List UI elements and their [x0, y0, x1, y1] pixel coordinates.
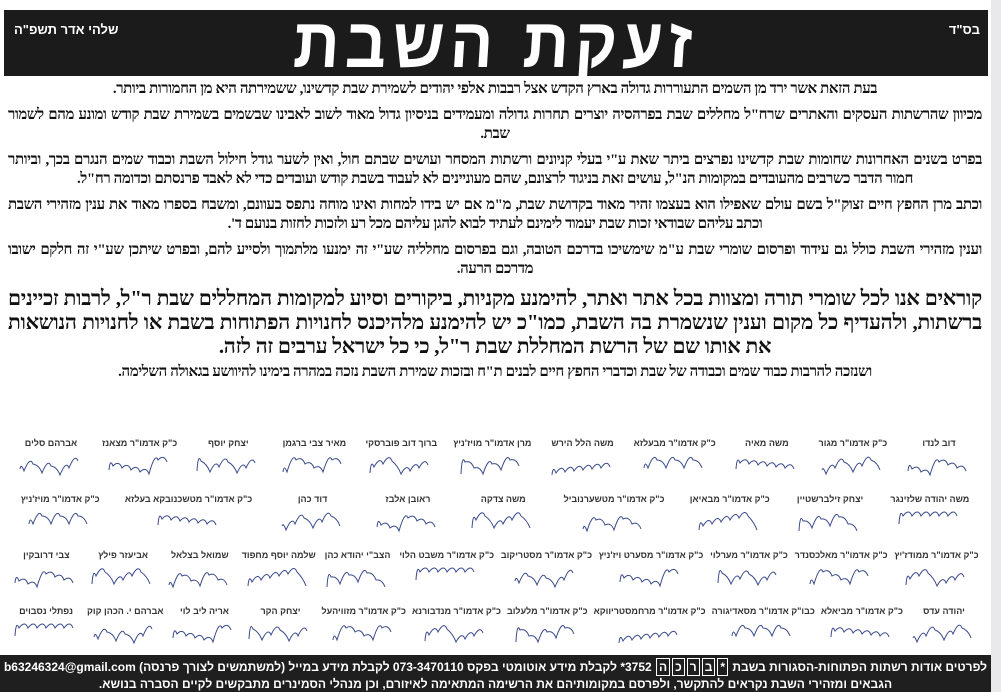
- signatory-name: משה מאיה: [745, 438, 789, 448]
- footer-line-1: [0, 658, 991, 676]
- handwritten-signature: [714, 562, 784, 596]
- signatory: [396, 550, 498, 604]
- handwritten-signature: [827, 618, 897, 652]
- signatory-name: כ"ק אדמו"ר מערלוי: [710, 550, 788, 560]
- signatory-name: יהודה עדס: [923, 606, 965, 616]
- handwritten-signature: [909, 618, 979, 652]
- signatory-name: משה צדקה: [480, 494, 526, 504]
- signatory-name: כ"ק אדמו"ר מבאיאן: [689, 494, 770, 504]
- handwritten-signature: [25, 506, 95, 540]
- signatory-name: כ"ק אדמו"ר מבעלזא: [633, 438, 716, 448]
- signatory: [551, 494, 677, 548]
- signatory: [791, 550, 891, 604]
- signatory: [782, 494, 877, 548]
- signatory-name: דוד כהן: [297, 494, 328, 504]
- code-box: *: [717, 658, 728, 676]
- signatory-name: כ"ק אדמו"ר מרחמסטריווקא: [593, 606, 706, 616]
- header-banner: [4, 3, 988, 83]
- signatory-name: יצחק יוסף: [208, 438, 249, 448]
- signatory: [626, 438, 724, 492]
- handwritten-signature: [728, 618, 798, 652]
- signatory-name: כ"ק אדמו"ר מצאנז: [102, 438, 178, 448]
- signatory-name: שלמה יוסף מחפוד: [241, 550, 316, 560]
- handwritten-signature: [818, 450, 888, 484]
- handwritten-signature: [732, 450, 802, 484]
- signatory-name: כ"ק אדמו"ר מסערט ויז'ניץ: [598, 550, 704, 560]
- signatory: [112, 494, 265, 548]
- signatory: [445, 438, 539, 492]
- signatory: [8, 494, 112, 548]
- handwritten-signature: [904, 450, 974, 484]
- handwritten-signature: [640, 450, 710, 484]
- signatory-name: משה יהודה שלזינגר: [890, 494, 970, 504]
- signatory: [878, 494, 982, 548]
- handwritten-signature: [16, 450, 86, 484]
- signatory-name: כ"ק אדמו"ר מטשערנוביל: [563, 494, 665, 504]
- handwritten-signature: [105, 450, 175, 484]
- signatory: [707, 550, 791, 604]
- code-box: כ: [672, 658, 685, 676]
- proclamation-body: [8, 80, 982, 389]
- handwritten-signature: [11, 618, 81, 652]
- signatory: [185, 438, 271, 492]
- signatory-name: דוב לנדו: [922, 438, 956, 448]
- signatory-name: אביעזר פילץ: [98, 550, 149, 560]
- handwritten-signature: [245, 618, 315, 652]
- handwritten-signature: [616, 562, 686, 596]
- signatory-name: כ"ק אדמו"ר ממודז'יץ: [894, 550, 979, 560]
- signatory: [810, 438, 896, 492]
- signatory: [242, 606, 318, 660]
- signatory-name: מרן אדמו"ר מויז'ניץ: [453, 438, 532, 448]
- signatory: [497, 550, 595, 604]
- signatory-name: כ"ק אדמו"ר מגור: [818, 438, 888, 448]
- signatory: [271, 438, 357, 492]
- signatory-name: ראובן אלבז: [385, 494, 431, 504]
- footer-line-2: הגבאים ומזהירי השבת נקראים להתקשר, ולפרסם במקומותיהם את הרשימה המתאימה לאיזורם, וכן מנהלי הסמינרים מתבקשים לקיים הסברה בנושא.: [98, 677, 893, 691]
- handwritten-signature: [366, 450, 436, 484]
- bsd-mark: בס"ד: [948, 22, 980, 37]
- handwritten-signature: [421, 618, 491, 652]
- signatory-name: ברוך דוב פוברסקי: [365, 438, 438, 448]
- signatory-name: אריה ליב לוי: [179, 606, 229, 616]
- signatory: [591, 606, 709, 660]
- code-box: ר: [687, 658, 700, 676]
- paragraph: וכתב מרן החפץ חיים זצוק"ל בשם עולם שאפילו הוא בעצמו זהיר מאוד בקדושת שבת, מ"מ אם יש בידו למחות ואינו מוחה נתפס בעוונם, ומשבח בספרו מאוד את ענין מזהירי השבת וכתב עליהם שבודאי זכות שבת יעמוד לימינם לעתיד לבוא להגן עליהם מכל רע ולזכות לחזות בנועם ד'.: [8, 197, 982, 232]
- handwritten-signature: [373, 506, 443, 540]
- signatory-name: צבי דרובקין: [23, 550, 70, 560]
- signatory: [360, 494, 455, 548]
- signatory-name: כ"ק אדמו"ר מביאלא: [820, 606, 904, 616]
- signatory-name: יצחק הקר: [260, 606, 301, 616]
- signatory: [166, 606, 242, 660]
- handwritten-signature: [11, 562, 81, 596]
- handwritten-signature: [90, 618, 160, 652]
- signatory: [709, 606, 818, 660]
- signatory-name: יצחק זילברשטיין: [796, 494, 864, 504]
- signatory-name: אברהם י. הכהן קוק: [87, 606, 164, 616]
- handwritten-signature: [806, 562, 876, 596]
- signatory-name: כ"ק אדמו"ר מויז'ניץ: [20, 494, 100, 504]
- signatory: [94, 438, 185, 492]
- handwritten-signature: [88, 562, 158, 596]
- signatory-row: [8, 494, 982, 548]
- signatory-name: כ"ק אדמו"ר מאלכסנדר: [794, 550, 888, 560]
- handwritten-signature: [244, 562, 314, 596]
- signatory-name: משה הלל הירש: [551, 438, 614, 448]
- signatory: [818, 606, 906, 660]
- signatory: [8, 606, 84, 660]
- handwritten-signature: [795, 506, 865, 540]
- handwritten-signature: [548, 450, 618, 484]
- signatory-name: כ"ק אדמו"ר מנדבורנא: [411, 606, 501, 616]
- handwritten-signature: [579, 506, 649, 540]
- handwritten-signature: [323, 562, 393, 596]
- signatory: [85, 550, 162, 604]
- signatory-name: כ"ק אדמו"ר מטשכנובקא בעלזא: [124, 494, 253, 504]
- handwritten-signature: [278, 506, 348, 540]
- code-box: ה: [656, 658, 670, 676]
- handwritten-signature: [468, 506, 538, 540]
- signatory: [357, 438, 445, 492]
- paragraph: מכיוון שהרשתות העסקים והאתרים שרח"ל מחללים שבת בפרהסיה יוצרים תחרות גדולה ומעמידים בניסיון גדול מאוד לשוב לאבינו שבשמים בשמירת שבת קודש ומונע מהם לשמור שבת.: [8, 107, 982, 142]
- signatory: [318, 606, 409, 660]
- signatory: [504, 606, 591, 660]
- signatory: [724, 438, 810, 492]
- paragraph: וענין מזהירי השבת כולל גם עידוד ופרסום שומרי שבת ע"מ שימשיכו בדרכם הטובה, וגם בפרסום מחלליה שע"י זה ימנעו מלתמוך ולסייע להם, ובפרט שיתכן שע"י זה חלקם ישובו מדרכם הרעה.: [8, 242, 982, 277]
- page-title: זעקת השבת: [291, 3, 701, 83]
- signatory: [906, 606, 982, 660]
- signatory: [896, 438, 982, 492]
- handwritten-signature: [412, 562, 482, 596]
- footer-text: לפרטים אודות רשתות הפתוחות-הסגורות בשבת: [732, 660, 988, 674]
- signatory: [238, 550, 319, 604]
- handwritten-signature: [511, 562, 581, 596]
- handwritten-signature: [279, 450, 349, 484]
- signatory-name: שמואל בצלאל: [171, 550, 229, 560]
- signatories-grid: [8, 438, 982, 662]
- signatory: [409, 606, 504, 660]
- signatory-name: כ"ק אדמו"ר מסטריקוב: [500, 550, 593, 560]
- signatory-name: אברהם סלים: [24, 438, 78, 448]
- handwritten-signature: [154, 506, 224, 540]
- footer-banner: [0, 655, 991, 692]
- signatory-name: נפתלי נסבוים: [19, 606, 74, 616]
- signatory-row: [8, 438, 982, 492]
- signatory-row: [8, 550, 982, 604]
- code-box: ב: [702, 658, 716, 676]
- paragraph-intro: בעת הזאת אשר ירד מן השמים התעוררות גדולה בארץ הקדש אצל רבבות אלפי יהודים לשמירת שבת קדשינו, ששמירתה היא מן החמורות ביותר.: [112, 81, 878, 97]
- email-link[interactable]: b63246324@gmail.com: [3, 660, 136, 674]
- handwritten-signature: [193, 450, 263, 484]
- signatory: [595, 550, 706, 604]
- signatory-name: כ"ק אדמו"ר משבט הלוי: [399, 550, 495, 560]
- handwritten-signature: [457, 450, 527, 484]
- handwritten-signature: [169, 618, 239, 652]
- signatory: [8, 550, 85, 604]
- handwritten-signature: [895, 506, 965, 540]
- signatory: [161, 550, 238, 604]
- signatory-name: הצב"י יהודא כהן: [324, 550, 391, 560]
- signatory: [677, 494, 782, 548]
- handwritten-signature: [165, 562, 235, 596]
- signatory-name: כ"ק אדמו"ר מזוויהעל: [321, 606, 406, 616]
- signatory: [84, 606, 166, 660]
- paragraph: בפרט בשנים האחרונות שחומות שבת קדשינו נפרצים ביתר שאת ע"י בעלי קניונים ורשתות המסחר ועושים שבתם חול, ואין לשער גודל חילול השבת וכבוד שמים הנגרם בכך, וביותר חמור הדבר כשרבים מהעובדים במקומות הנ"ל, עושים זאת בניגוד לרצונם, שהם מעוניינים לא לעבוד בשבת קודש ועובדים כדי לא לאבד פרנסתם וכדומה רח"ל.: [8, 152, 982, 187]
- signatory: [265, 494, 360, 548]
- signatory: [456, 494, 551, 548]
- signatory-name: כבו"ק אדמו"ר מסאדיגורה: [711, 606, 815, 616]
- handwritten-signature: [902, 562, 972, 596]
- closing-paragraph: ושנזכה להרבות כבוד שמים וכבודה של שבת וכדברי החפץ חיים לבנים ת"ח ובזכות שמירת השבת נזכה במהרה בימינו להיוושע בגאולה השלימה.: [118, 364, 872, 380]
- footer-text: 3752* לקבלת מידע אוטומטי בפקס 073-3470110 לקבלת מידע במייל (למשתמשים לצורך פרנסה): [139, 660, 652, 674]
- call-to-action-paragraph: קוראים אנו לכל שומרי תורה ומצוות בכל אתר ואתר, להימנע מקניות, ביקורים וסיוע למקומות המחללים שבת ר"ל, לרבות זכיינים ברשתות, ולהעדיף כל מקום וענין שנשמרת בה השבת, כמו"כ יש להימנע מלהיכנס לחנויות הפתוחות בשבת או לחנויות הנושאות את אותו שם של הרשת המחללת שבת ר"ל, כי כל ישראל ערבים זה לזה.: [8, 286, 982, 358]
- signatory: [8, 438, 94, 492]
- handwritten-signature: [329, 618, 399, 652]
- signatory: [539, 438, 625, 492]
- signatory-name: מאיר צבי ברגמן: [282, 438, 347, 448]
- signatory-row: [8, 606, 982, 660]
- handwritten-signature: [512, 618, 582, 652]
- signatory: [891, 550, 982, 604]
- signatory: [319, 550, 396, 604]
- signatory-name: כ"ק אדמו"ר מלעלוב: [506, 606, 588, 616]
- date-label: שלהי אדר תשפ"ה: [14, 22, 119, 37]
- handwritten-signature: [615, 618, 685, 652]
- handwritten-signature: [695, 506, 765, 540]
- code-boxes: [652, 660, 729, 674]
